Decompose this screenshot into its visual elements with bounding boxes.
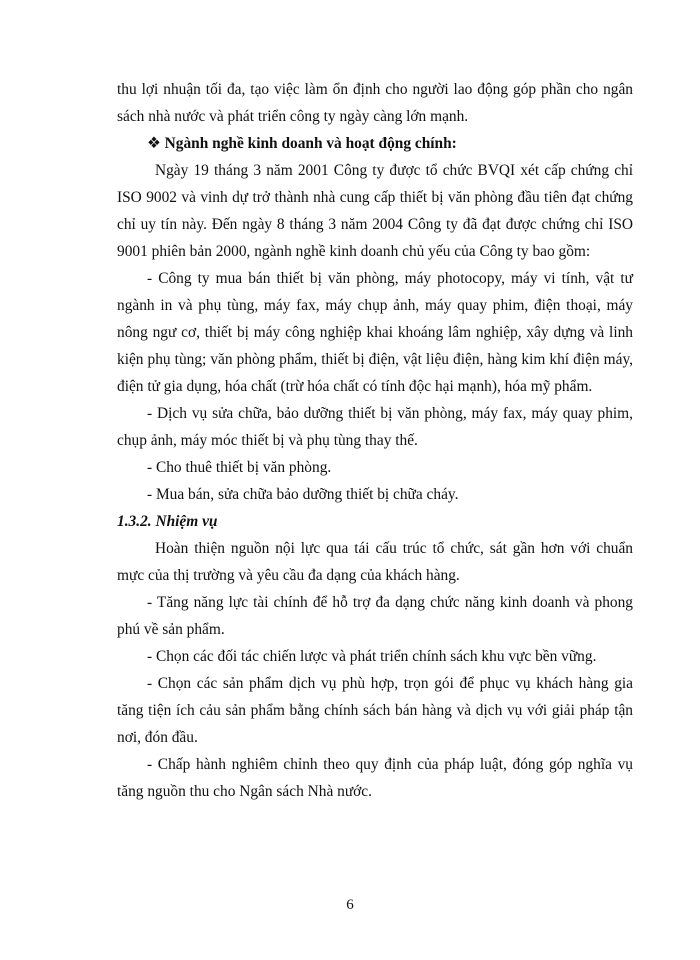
mission-item-3: - Chọn các sản phẩm dịch vụ phù hợp, trọn gói để phục vụ khách hàng gia tăng tiện ích cảu sản phẩm bằng chính sách bán hàng và dịch vụ với giải pháp tận nơi, đón đầu.: [117, 675, 633, 746]
page-number: 6: [346, 897, 354, 913]
intro-paragraph: thu lợi nhuận tối đa, tạo việc làm ổn định cho người lao động góp phần cho ngân sách nhà nước và phát triển công ty ngày càng lớn mạnh.: [117, 81, 633, 125]
business-paragraph: Ngày 19 tháng 3 năm 2001 Công ty được tổ chức BVQI xét cấp chứng chỉ ISO 9002 và vinh dự trở thành nhà cung cấp thiết bị văn phòng đầu tiên đạt chứng chỉ uy tín này. Đến ngày 8 tháng 3 năm 2004 Công ty đã đạt được chứng chỉ ISO 9001 phiên bản 2000, ngành nghề kinh doanh chủ yếu của Công ty bao gồm:: [117, 162, 633, 260]
business-item-1: - Công ty mua bán thiết bị văn phòng, máy photocopy, máy vi tính, vật tư ngành in và phụ tùng, máy fax, máy chụp ảnh, máy quay phim, điện thoại, máy nông ngư cơ, thiết bị máy công nghiệp khai khoáng lâm nghiệp, xây dựng và linh kiện phụ tùng; văn phòng phẩm, thiết bị điện, vật liệu điện, hàng kim khí điện máy, điện tử gia dụng, hóa chất (trừ hóa chất có tính độc hại mạnh), hóa mỹ phẩm.: [117, 270, 633, 395]
business-item-2: - Dịch vụ sửa chữa, bảo dưỡng thiết bị văn phòng, máy fax, máy quay phim, chụp ảnh, máy móc thiết bị và phụ tùng thay thế.: [117, 405, 633, 449]
business-item-4: - Mua bán, sửa chữa bảo dưỡng thiết bị chữa cháy.: [147, 486, 459, 503]
mission-item-1: - Tăng năng lực tài chính để hỗ trợ đa dạng chức năng kinh doanh và phong phú về sản phẩm.: [117, 594, 633, 638]
business-heading-text: Ngành nghề kinh doanh và hoạt động chính:: [164, 135, 457, 152]
mission-item-4: - Chấp hành nghiêm chỉnh theo quy định của pháp luật, đóng góp nghĩa vụ tăng nguồn thu cho Ngân sách Nhà nước.: [117, 756, 633, 800]
business-item-3: - Cho thuê thiết bị văn phòng.: [147, 459, 332, 476]
document-page: [117, 76, 633, 805]
mission-item-2: - Chọn các đối tác chiến lược và phát triển chính sách khu vực bền vững.: [147, 648, 597, 665]
mission-paragraph: Hoàn thiện nguồn nội lực qua tái cấu trúc tổ chức, sát gần hơn với chuẩn mực của thị trường và yêu cầu đa dạng của khách hàng.: [117, 540, 633, 584]
business-heading: [117, 130, 633, 157]
diamond-bullet-icon: ❖: [147, 135, 161, 152]
section-heading: 1.3.2. Nhiệm vụ: [117, 513, 218, 530]
